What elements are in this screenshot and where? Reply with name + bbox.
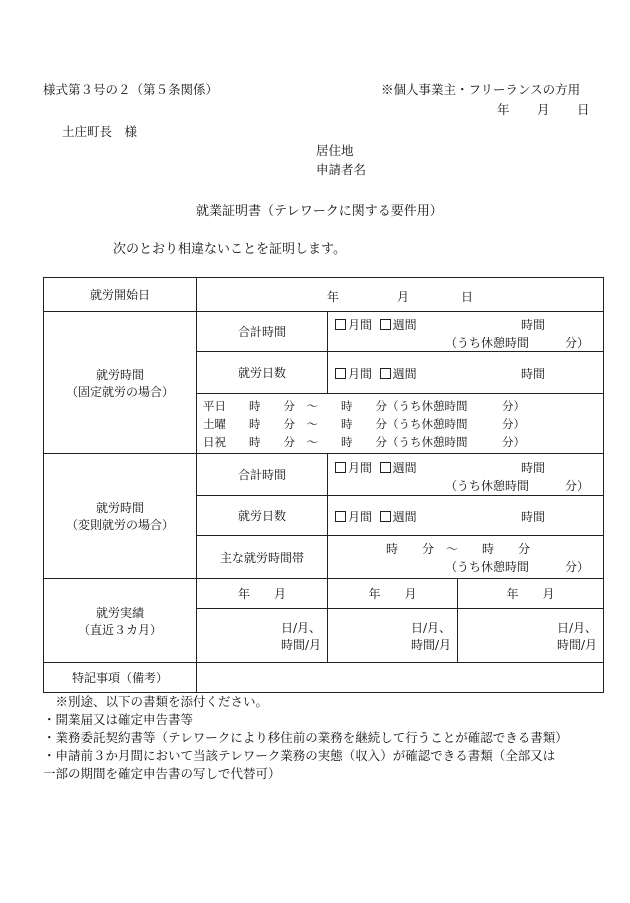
note-line: ・開業届又は確定申告書等 xyxy=(43,712,194,727)
days-per-month-unit: 日/月、 xyxy=(556,620,598,635)
note-line: ・申請前３か月間において当該テレワーク業務の実態（収入）が確認できる書類（全部又は xyxy=(43,748,556,763)
hours-unit: 時間 xyxy=(521,510,546,524)
start-date-field[interactable] xyxy=(197,278,604,312)
document-title: 就業証明書（テレワークに関する要件用） xyxy=(196,204,443,219)
work-record-label-cell xyxy=(44,579,197,663)
fixed-days-field[interactable] xyxy=(328,352,604,394)
checkbox-week[interactable] xyxy=(380,368,391,379)
fixed-work-sublabel: （固定就労の場合） xyxy=(65,384,174,399)
note-line: ・業務委託契約書等（テレワークにより移住前の業務を継続して行うことが確認できる書類） xyxy=(43,730,568,745)
schedule-holiday-times: 時 分 ～ 時 分（うち休憩時間 分） xyxy=(249,435,525,449)
form-number: 様式第３号の２（第５条関係） xyxy=(43,82,219,97)
variable-total-hours-row xyxy=(44,454,604,496)
applicant-type-note: ※個人事業主・フリーランスの方用 xyxy=(381,82,581,97)
checkbox-month[interactable] xyxy=(335,368,346,379)
note-line: 一部の期間を確定申告書の写しで代替可） xyxy=(43,766,281,781)
attachment-notes xyxy=(43,693,613,783)
option-month-label: 月間 xyxy=(348,510,373,524)
start-year-unit: 年 xyxy=(327,290,340,304)
option-month-label: 月間 xyxy=(348,367,373,381)
variable-work-sublabel: （変則就労の場合） xyxy=(65,518,174,532)
variable-work-label-cell xyxy=(44,454,197,579)
checkbox-week[interactable] xyxy=(380,462,391,473)
option-week-label: 週間 xyxy=(392,461,417,475)
variable-total-hours-field[interactable] xyxy=(328,454,604,496)
start-date-label: 就労開始日 xyxy=(44,278,197,312)
option-week-label: 週間 xyxy=(392,510,417,524)
record-values-3[interactable] xyxy=(458,609,604,663)
fixed-days-label: 就労日数 xyxy=(197,352,328,394)
hours-unit: 時間 xyxy=(521,318,546,332)
checkbox-week[interactable] xyxy=(380,319,391,330)
fixed-work-label: 就労時間 xyxy=(95,367,144,382)
option-week-label: 週間 xyxy=(392,318,417,332)
start-month-unit: 月 xyxy=(397,290,410,304)
days-per-month-unit: 日/月、 xyxy=(280,620,321,635)
date-year: 年 xyxy=(497,102,510,117)
work-record-sublabel: （直近３カ月） xyxy=(77,622,162,637)
certification-statement: 次のとおり相違ないことを証明します。 xyxy=(113,242,346,257)
date-month: 月 xyxy=(537,102,550,117)
variable-work-label: 就労時間 xyxy=(95,501,144,515)
residence-label: 居住地 xyxy=(316,143,354,158)
option-month-label: 月間 xyxy=(348,461,373,475)
fixed-total-hours-label: 合計時間 xyxy=(197,312,328,352)
work-record-label: 就労実績 xyxy=(95,605,144,620)
record-values-1[interactable] xyxy=(197,609,328,663)
record-values-2[interactable] xyxy=(328,609,458,663)
break-time-line: （うち休憩時間 分） xyxy=(445,479,590,493)
record-months-row xyxy=(44,579,604,609)
hours-unit: 時間 xyxy=(521,461,546,475)
remarks-label: 特記事項（備考） xyxy=(44,663,197,693)
fixed-work-label-cell xyxy=(44,312,197,454)
fixed-schedule-cell[interactable] xyxy=(197,394,604,454)
main-work-hours-field[interactable] xyxy=(328,536,604,579)
remarks-field[interactable] xyxy=(197,663,604,693)
schedule-weekday-times: 時 分 ～ 時 分（うち休憩時間 分） xyxy=(249,399,525,413)
applicant-name-label: 申請者名 xyxy=(316,162,367,177)
fixed-total-hours-row xyxy=(44,312,604,352)
note-line: ※別途、以下の書類を添付ください。 xyxy=(43,694,269,709)
record-month-3[interactable]: 年 月 xyxy=(458,579,604,609)
schedule-weekday-day: 平日 xyxy=(203,399,226,413)
variable-days-label: 就労日数 xyxy=(197,496,328,536)
fixed-total-hours-field[interactable] xyxy=(328,312,604,352)
hours-unit: 時間 xyxy=(521,367,546,381)
hours-per-month-unit: 時間/月 xyxy=(556,637,598,652)
variable-total-hours-label: 合計時間 xyxy=(197,454,328,496)
remarks-row xyxy=(44,663,604,693)
option-month-label: 月間 xyxy=(348,318,373,332)
checkbox-week[interactable] xyxy=(380,511,391,522)
checkbox-month[interactable] xyxy=(335,462,346,473)
schedule-holiday-day: 日祝 xyxy=(203,435,226,449)
variable-days-field[interactable] xyxy=(328,496,604,536)
addressee: 土庄町長 様 xyxy=(62,124,138,139)
main-work-hours-label: 主な就労時間帯 xyxy=(197,536,328,579)
record-month-1[interactable]: 年 月 xyxy=(197,579,328,609)
option-week-label: 週間 xyxy=(392,367,417,381)
days-per-month-unit: 日/月、 xyxy=(410,620,451,635)
start-date-row xyxy=(44,278,604,312)
break-time-line: （うち休憩時間 分） xyxy=(445,560,590,574)
certificate-table xyxy=(43,277,604,693)
time-band-line: 時 分 ～ 時 分 xyxy=(386,542,531,556)
checkbox-month[interactable] xyxy=(335,511,346,522)
start-day-unit: 日 xyxy=(461,290,474,304)
hours-per-month-unit: 時間/月 xyxy=(410,637,451,652)
record-month-2[interactable]: 年 月 xyxy=(328,579,458,609)
date-day: 日 xyxy=(577,102,590,117)
schedule-saturday-times: 時 分 ～ 時 分（うち休憩時間 分） xyxy=(249,417,525,431)
schedule-saturday-day: 土曜 xyxy=(203,417,226,431)
hours-per-month-unit: 時間/月 xyxy=(280,637,321,652)
break-time-line: （うち休憩時間 分） xyxy=(445,336,590,350)
checkbox-month[interactable] xyxy=(335,319,346,330)
